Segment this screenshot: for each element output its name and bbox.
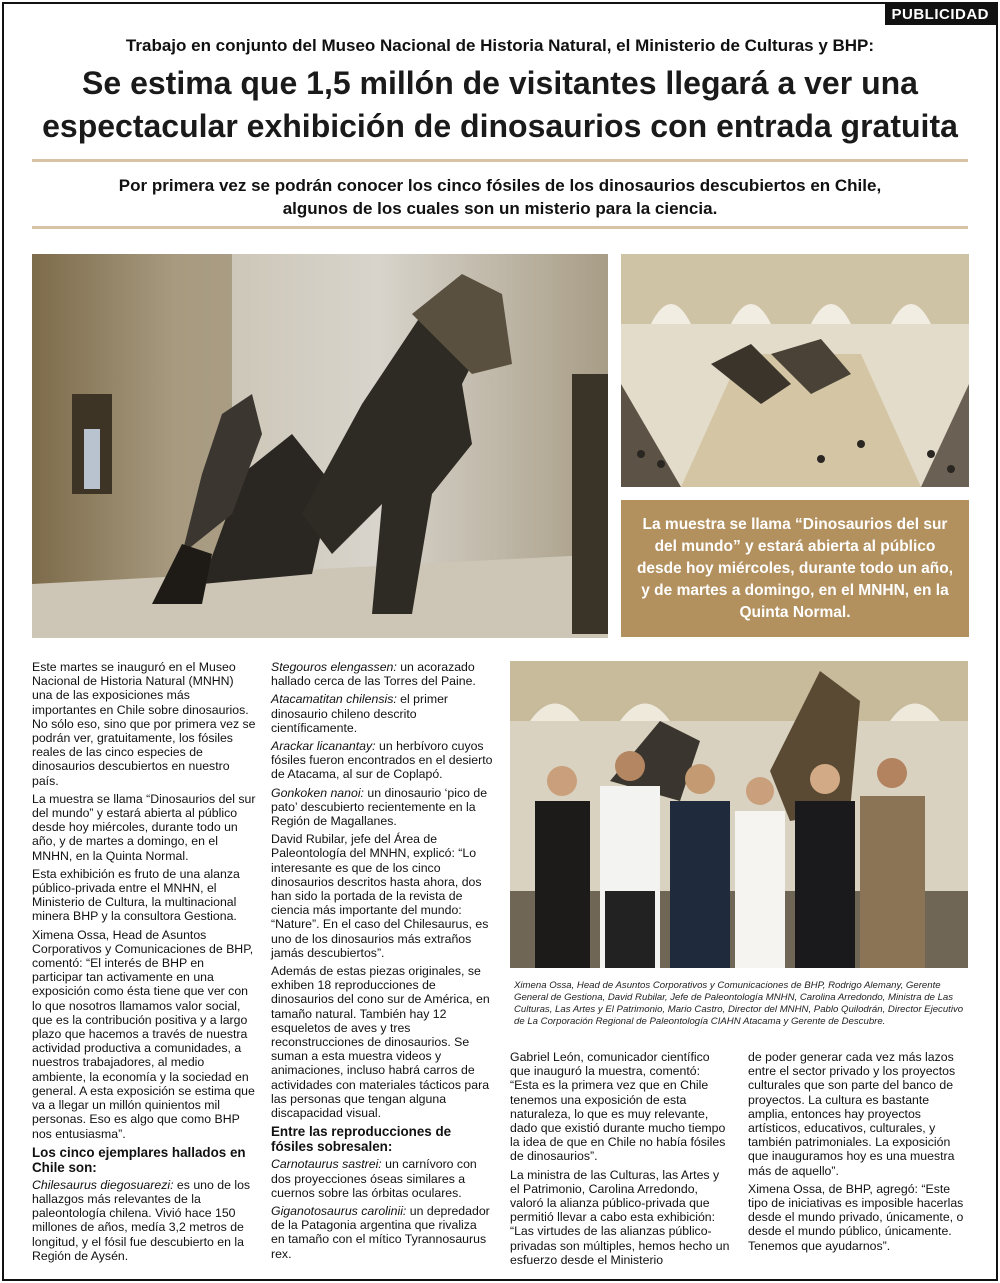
article-column-4 <box>748 1050 970 1257</box>
main-photo-dinosaur-skeletons <box>32 254 608 638</box>
museum-hall-photo <box>621 254 969 487</box>
paragraph <box>32 1178 257 1263</box>
callout-box: La muestra se llama “Dinosaurios del sur del mundo” y estará abierta al público desde hoy miércoles, durante todo un año, y de martes a domingo, en el MNHN, en la Quinta Normal. <box>621 500 969 637</box>
species-description: un depredador de la Patagonia argentina que rivaliza en tamaño con el mítico Tyrannosaurus rex. <box>271 1203 490 1261</box>
subhead-line-1: Por primera vez se podrán conocer los cinco fósiles de los dinosaurios descubiertos en Chile, <box>118 176 882 195</box>
paragraph: Esta exhibición es fruto de una alanza público-privada entre el MNHN, el Ministerio de Cultura, la multinacional minera BHP y la consultora Gestiona. <box>32 866 240 924</box>
article-column-1 <box>32 660 257 1267</box>
article-column-3 <box>510 1050 732 1271</box>
species-entry <box>271 739 493 782</box>
species-name: Arackar licanantay: <box>271 739 376 754</box>
species-name: Atacamatitan chilensis: <box>271 692 397 707</box>
species-description: un dinosaurio ‘pico de pato’ descubierto recientemente en la Región de Magallanes. <box>271 785 488 829</box>
paragraph: La muestra se llama “Dinosaurios del sur del mundo” y estará abierta al público desde hoy miércoles, durante todo un año, y de martes a domingo, en el MNHN, en la Quinta Normal. <box>32 791 256 863</box>
species-name: Giganotosaurus carolinii: <box>271 1203 407 1218</box>
species-entry <box>271 692 493 735</box>
species-description: un herbívoro cuyos fósiles fueron encontrados en el desierto de Atacama, al sur de Coplapó. <box>271 739 493 782</box>
paragraph: Ximena Ossa, Head de Asuntos Corporativos y Comunicaciones de BHP, comentó: “El interés de BHP en participar tan activamente en una exposición como ésta tiene que ver con lo que nosotros llamamos valor social, que es la contribución positiva y a largo plazo que hacemos a través de nuestra actividad productiva a comunidades, a nuestros trabajadores, al medio ambiente, la economía y la sociedad en general. A esta exposición se estima que va a llegar un millón quinientos mil personas. Eso es algo que como BHP nos entusiasma”. <box>32 927 255 1141</box>
headline <box>20 62 980 148</box>
species-entry <box>271 1157 493 1200</box>
headline-line-2: espectacular exhibición de dinosaurios con entrada gratuita <box>42 108 958 144</box>
headline-line-1: Se estima que 1,5 millón de visitantes llegará a ver una <box>82 65 918 101</box>
article-column-2 <box>271 660 493 1265</box>
paragraph: de poder generar cada vez más lazos entre el sector privado y los proyectos culturales que son parte del banco de proyectos. La cultura es bastante amplia, entonces hay proyectos artísticos, educativos, culturales, y también patrimoniales. La exposición que inauguramos hoy es una muestra más de aquello”. <box>748 1050 956 1178</box>
species-name: Stegouros elengassen: <box>271 660 397 674</box>
photo-caption: Ximena Ossa, Head de Asuntos Corporativos y Comunicaciones de BHP, Rodrigo Alemany, Gerente General de Gestiona, David Rubilar, Jefe de Paleontología MNHN, Carolina Arredondo, Ministra de Las Culturas, Las Artes y El Patrimonio, Mario Castro, Director del MNHN, Pablo Quilodrán, Director Ejecutivo de La Corporación Regional de Paleontología CIAHN Atacama y Gerente de Descubre. <box>514 980 964 1027</box>
species-entry <box>271 786 493 829</box>
species-description: es uno de los hallazgos más relevantes de la paleontología chilena. Vivió hace 150 millones de años, medía 3,2 metros de longitud, y el fósil fue descubierto en la Región de Aysén. <box>32 1177 251 1263</box>
section-heading: Entre las reproducciones de fósiles sobresalen: <box>271 1124 452 1155</box>
paragraph: Este martes se inauguró en el Museo Nacional de Historia Natural (MNHN) una de las exposiciones más importantes en Chile sobre dinosaurios. No sólo eso, sino que por primera vez se podrán ver, gratuitamente, los fósiles reales de las cinco especies de dinosaurios descubiertos en nuestro país. <box>32 660 256 788</box>
divider-top <box>32 159 968 162</box>
group-photo <box>510 661 968 968</box>
species-entry <box>271 660 493 688</box>
subhead <box>40 174 960 220</box>
species-description: un acorazado hallado cerca de las Torres del Paine. <box>271 660 476 689</box>
subhead-line-2: algunos de los cuales son un misterio para la ciencia. <box>282 199 718 218</box>
divider-bottom <box>32 226 968 229</box>
kicker: Trabajo en conjunto del Museo Nacional de Historia Natural, el Ministerio de Culturas y BHP: <box>125 36 875 55</box>
advertising-tag: PUBLICIDAD <box>885 4 997 25</box>
paragraph: David Rubilar, jefe del Área de Paleontología del MNHN, explicó: “Lo interesante es que de los cinco dinosaurios descritos hasta ahora, dos han sido la portada de la revista de ciencia más importante del mundo: “Nature”. En el caso del Chilesaurus, es uno de los dinosaurios más extraños jamás descubiertos”. <box>271 832 489 960</box>
species-entry <box>271 1204 493 1261</box>
species-description: el primer dinosaurio chileno descrito científicamente. <box>271 692 449 735</box>
species-name: Gonkoken nanoi: <box>271 785 364 800</box>
species-name: Chilesaurus diegosuarezi: <box>32 1177 174 1192</box>
paragraph: Gabriel León, comunicador científico que inauguró la muestra, comentó: “Esta es la primera vez que en Chile tenemos una exposición de esta naturaleza, lo que es muy relevante, dado que existió durante mucho tiempo la idea de que en Chile no había fósiles de dinosaurios”. <box>510 1050 726 1164</box>
paragraph: Además de estas piezas originales, se exhiben 18 reproducciones de dinosaurios del cono sur de América, en tamaño natural. También hay 12 esqueletos de aves y tres reconstrucciones de dinosaurios. Se suman a esta muestra videos y animaciones, incluso habrá carros de actividades con materiales tácticos para las personas que tengan alguna discapacidad visual. <box>271 964 490 1121</box>
paragraph: Ximena Ossa, de BHP, agregó: “Este tipo de iniciativas es imposible hacerlas desde el mundo privado, únicamente, o desde el mundo público, únicamente. Tenemos que ayudarnos”. <box>748 1181 964 1253</box>
paragraph: La ministra de las Culturas, las Artes y el Patrimonio, Carolina Arredondo, valoró la alianza público-privada que permitió llevar a cabo esta exhibición: “Las virtudes de las alianzas público-privadas son múltiples, hemos hecho un esfuerzo desde el Ministerio <box>510 1167 730 1267</box>
species-name: Carnotaurus sastrei: <box>271 1157 382 1172</box>
species-description: un carnívoro con dos proyecciones óseas similares a cuernos sobre las órbitas oculares. <box>271 1157 477 1200</box>
section-heading: Los cinco ejemplares hallados en Chile son: <box>32 1144 246 1175</box>
